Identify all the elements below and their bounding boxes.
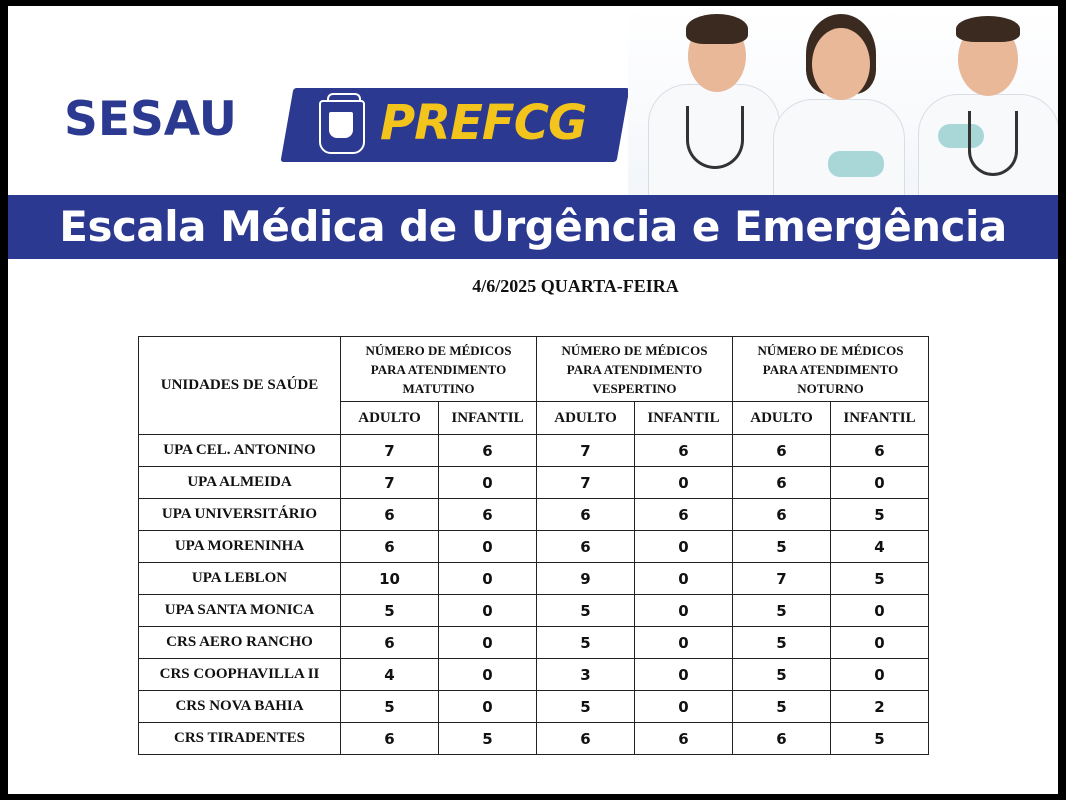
doctor-count-cell: 4 xyxy=(341,659,439,691)
doctor-count-cell: 0 xyxy=(831,627,929,659)
period-header-line: MATUTINO xyxy=(402,380,475,396)
doctor-count-cell: 5 xyxy=(537,595,635,627)
health-unit-name: CRS COOPHAVILLA II xyxy=(139,659,341,691)
doctor-count-cell: 5 xyxy=(733,659,831,691)
city-crest-icon xyxy=(319,100,365,154)
period-header-line: PARA ATENDIMENTO xyxy=(762,361,899,377)
table-body xyxy=(139,435,929,755)
doctor-count-cell: 0 xyxy=(831,595,929,627)
morning-period-header xyxy=(341,337,537,402)
doctor-count-cell: 6 xyxy=(831,435,929,467)
page-title: Escala Médica de Urgência e Emergência xyxy=(59,202,1007,251)
period-header-line: NÚMERO DE MÉDICOS xyxy=(757,342,904,358)
doctor-count-cell: 0 xyxy=(831,659,929,691)
afternoon-period-header xyxy=(537,337,733,402)
table-row xyxy=(139,595,929,627)
schedule-table xyxy=(138,336,929,755)
health-unit-name: CRS AERO RANCHO xyxy=(139,627,341,659)
doctor-count-cell: 6 xyxy=(341,499,439,531)
doctor-count-cell: 0 xyxy=(831,467,929,499)
child-column-header: INFANTIL xyxy=(439,402,537,435)
child-column-header: INFANTIL xyxy=(635,402,733,435)
doctor-count-cell: 6 xyxy=(341,531,439,563)
doctor-count-cell: 6 xyxy=(341,627,439,659)
table-row xyxy=(139,563,929,595)
doctor-count-cell: 6 xyxy=(733,435,831,467)
doctor-count-cell: 7 xyxy=(537,467,635,499)
doctor-count-cell: 6 xyxy=(341,723,439,755)
doctor-count-cell: 6 xyxy=(537,723,635,755)
table-row xyxy=(139,627,929,659)
doctor-count-cell: 3 xyxy=(537,659,635,691)
table-header-row xyxy=(139,337,929,402)
doctor-count-cell: 0 xyxy=(439,627,537,659)
doctor-count-cell: 2 xyxy=(831,691,929,723)
health-unit-name: UPA MORENINHA xyxy=(139,531,341,563)
doctor-count-cell: 6 xyxy=(439,499,537,531)
doctor-count-cell: 0 xyxy=(439,595,537,627)
doctor-count-cell: 0 xyxy=(635,531,733,563)
period-header-line: PARA ATENDIMENTO xyxy=(370,361,507,377)
doctor-count-cell: 6 xyxy=(635,435,733,467)
doctor-count-cell: 6 xyxy=(537,499,635,531)
table-row xyxy=(139,659,929,691)
doctor-count-cell: 7 xyxy=(341,467,439,499)
doctor-count-cell: 6 xyxy=(537,531,635,563)
doctor-count-cell: 5 xyxy=(831,499,929,531)
doctor-count-cell: 5 xyxy=(439,723,537,755)
doctor-count-cell: 0 xyxy=(635,595,733,627)
doctor-count-cell: 6 xyxy=(635,499,733,531)
period-header-line: PARA ATENDIMENTO xyxy=(566,361,703,377)
doctor-count-cell: 5 xyxy=(733,627,831,659)
table-row xyxy=(139,499,929,531)
period-header-line: NÚMERO DE MÉDICOS xyxy=(561,342,708,358)
doctor-count-cell: 6 xyxy=(439,435,537,467)
doctor-count-cell: 0 xyxy=(439,691,537,723)
sesau-logo: SESAU xyxy=(64,92,237,147)
doctor-count-cell: 0 xyxy=(635,659,733,691)
health-unit-name: CRS NOVA BAHIA xyxy=(139,691,341,723)
table-row xyxy=(139,691,929,723)
doctor-count-cell: 5 xyxy=(733,595,831,627)
health-unit-name: CRS TIRADENTES xyxy=(139,723,341,755)
doctor-count-cell: 0 xyxy=(439,531,537,563)
health-unit-name: UPA ALMEIDA xyxy=(139,467,341,499)
doctor-count-cell: 7 xyxy=(341,435,439,467)
doctor-count-cell: 5 xyxy=(537,627,635,659)
adult-column-header: ADULTO xyxy=(341,402,439,435)
table-row xyxy=(139,723,929,755)
doctor-count-cell: 6 xyxy=(733,723,831,755)
table-row xyxy=(139,467,929,499)
night-period-header xyxy=(733,337,929,402)
adult-column-header: ADULTO xyxy=(537,402,635,435)
doctor-count-cell: 0 xyxy=(635,691,733,723)
doctor-count-cell: 9 xyxy=(537,563,635,595)
units-column-header: UNIDADES DE SAÚDE xyxy=(139,337,341,435)
prefcg-logo xyxy=(298,90,628,160)
health-unit-name: UPA LEBLON xyxy=(139,563,341,595)
doctor-count-cell: 5 xyxy=(341,595,439,627)
doctor-count-cell: 7 xyxy=(733,563,831,595)
health-unit-name: UPA UNIVERSITÁRIO xyxy=(139,499,341,531)
doctor-count-cell: 5 xyxy=(733,531,831,563)
health-unit-name: UPA CEL. ANTONINO xyxy=(139,435,341,467)
doctor-count-cell: 5 xyxy=(341,691,439,723)
doctor-count-cell: 10 xyxy=(341,563,439,595)
doctor-count-cell: 6 xyxy=(733,467,831,499)
doctor-count-cell: 7 xyxy=(537,435,635,467)
page xyxy=(8,6,1058,794)
table-row xyxy=(139,531,929,563)
doctor-count-cell: 5 xyxy=(537,691,635,723)
health-unit-name: UPA SANTA MONICA xyxy=(139,595,341,627)
doctor-count-cell: 5 xyxy=(831,723,929,755)
doctor-count-cell: 6 xyxy=(733,499,831,531)
doctor-count-cell: 0 xyxy=(635,467,733,499)
doctor-count-cell: 4 xyxy=(831,531,929,563)
period-header-line: NÚMERO DE MÉDICOS xyxy=(365,342,512,358)
doctor-count-cell: 6 xyxy=(635,723,733,755)
doctor-count-cell: 0 xyxy=(635,563,733,595)
doctor-count-cell: 5 xyxy=(831,563,929,595)
period-header-line: VESPERTINO xyxy=(592,380,677,396)
period-header-line: NOTURNO xyxy=(797,380,864,396)
doctors-photo xyxy=(628,6,1058,196)
adult-column-header: ADULTO xyxy=(733,402,831,435)
doctor-count-cell: 0 xyxy=(439,467,537,499)
doctor-count-cell: 5 xyxy=(733,691,831,723)
child-column-header: INFANTIL xyxy=(831,402,929,435)
schedule-date: 4/6/2025 QUARTA-FEIRA xyxy=(472,276,679,296)
table-row xyxy=(139,435,929,467)
doctor-count-cell: 0 xyxy=(439,563,537,595)
doctor-count-cell: 0 xyxy=(439,659,537,691)
doctor-count-cell: 0 xyxy=(635,627,733,659)
prefcg-logo-text: PREFCG xyxy=(380,95,587,151)
